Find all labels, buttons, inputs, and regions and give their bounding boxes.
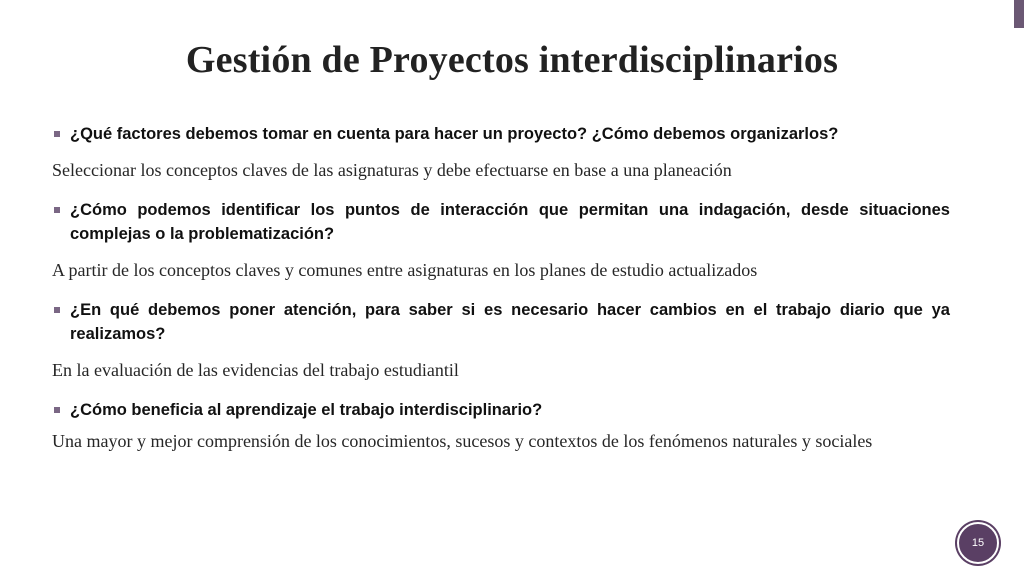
square-bullet-icon	[54, 131, 60, 137]
answer-2: A partir de los conceptos claves y comunes entre asignaturas en los planes de estudio actualizados	[52, 260, 758, 280]
question-1	[52, 122, 950, 146]
question-2-text: ¿Cómo podemos identificar los puntos de interacción que permitan una indagación, desde situaciones complejas o la problematización?	[70, 201, 950, 243]
answer-4: Una mayor y mejor comprensión de los conocimientos, sucesos y contextos de los fenómenos naturales y sociales	[52, 431, 873, 451]
answer-3: En la evaluación de las evidencias del trabajo estudiantil	[52, 360, 459, 380]
question-4	[52, 398, 950, 422]
square-bullet-icon	[54, 407, 60, 413]
question-3	[52, 298, 950, 346]
page-number-badge: 15	[957, 522, 999, 564]
corner-accent	[1014, 0, 1024, 28]
square-bullet-icon	[54, 307, 60, 313]
question-4-text: ¿Cómo beneficia al aprendizaje el trabajo interdisciplinario?	[70, 401, 543, 419]
question-1-text: ¿Qué factores debemos tomar en cuenta para hacer un proyecto? ¿Cómo debemos organizarlos?	[70, 125, 839, 143]
question-3-text: ¿En qué debemos poner atención, para saber si es necesario hacer cambios en el trabajo diario que ya realizamos?	[70, 301, 950, 343]
question-2	[52, 198, 950, 246]
square-bullet-icon	[54, 207, 60, 213]
answer-1: Seleccionar los conceptos claves de las asignaturas y debe efectuarse en base a una planeación	[52, 160, 732, 180]
slide-content	[52, 122, 950, 452]
slide-title: Gestión de Proyectos interdisciplinarios	[185, 39, 839, 81]
